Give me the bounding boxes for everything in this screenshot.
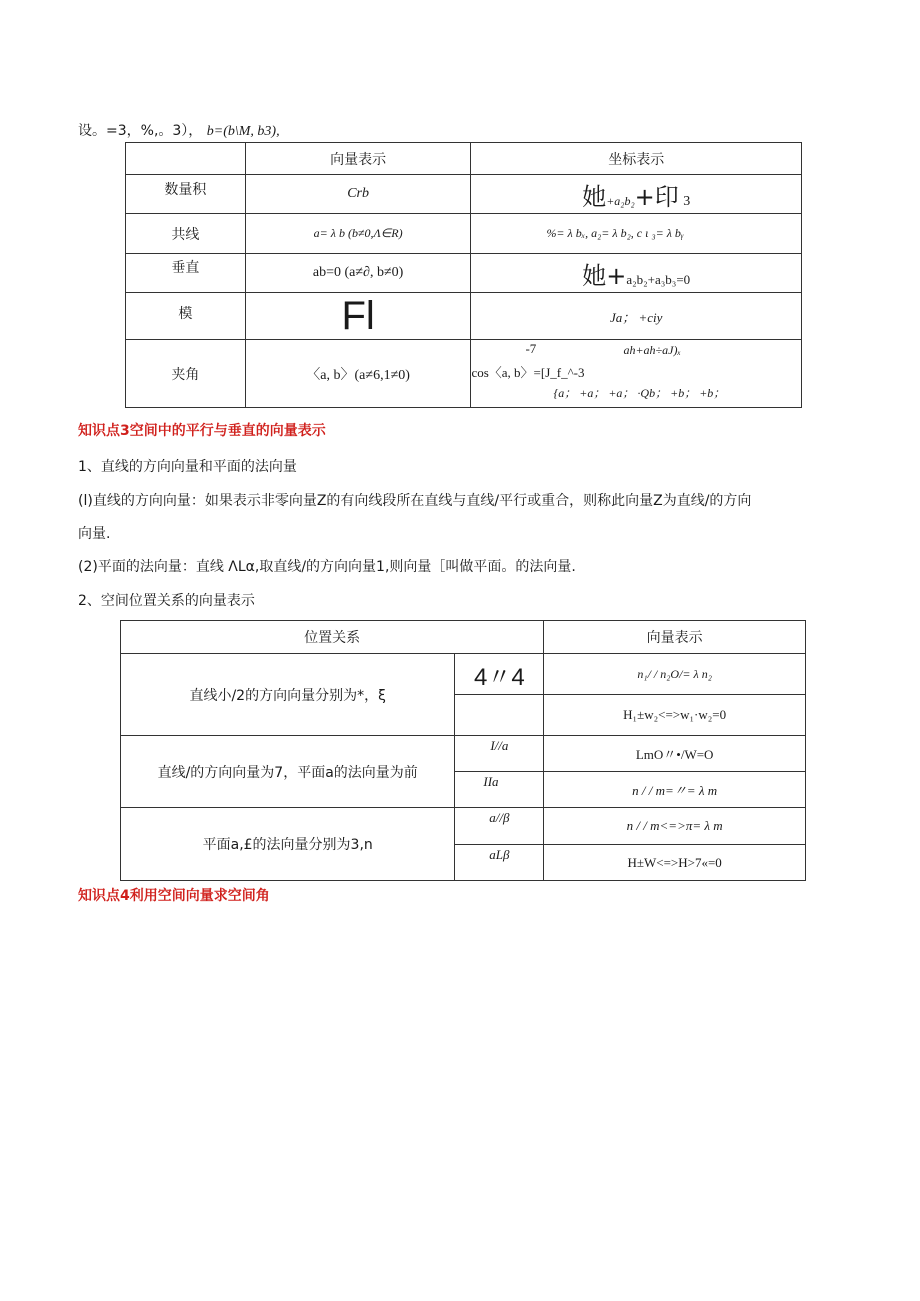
coord-big: 她	[582, 182, 607, 211]
row-vector: 〈a, b〉(a≠6,1≠0)	[245, 340, 471, 408]
table-row	[126, 214, 802, 254]
spatial-relations-table	[120, 620, 806, 881]
coord-small: a₂b₂+a₃b₃=0	[626, 271, 691, 287]
table-row	[121, 654, 806, 695]
coord-big: 她+	[582, 261, 627, 290]
paragraph: 向量.	[78, 526, 111, 542]
row-vector: a= λ b (b≠0,Λ∈R)	[245, 214, 471, 254]
paragraph: 2、空间位置关系的向量表示	[78, 593, 255, 609]
table-row	[121, 736, 806, 772]
vector-cell: n / / m<=>π= λ m	[544, 808, 806, 845]
section-heading: 知识点3空间中的平行与垂直的向量表示	[78, 423, 326, 439]
row-label: 共线	[126, 214, 246, 254]
vector-cell: n / / m=〃= λ m	[544, 772, 806, 808]
vector-cell: H±W<=>H>7«=0	[544, 845, 806, 881]
intro-line	[78, 120, 280, 140]
coord-big2: +印	[634, 182, 679, 211]
group-desc: 直线小/2的方向向量分别为*，ξ	[121, 654, 455, 736]
angle-coord-top-right: ah+ah÷aJ)ₓ	[623, 342, 681, 357]
vector-cell: H₁±w₂<=>w₁·w₂=0	[544, 695, 806, 736]
table2-header-vector: 向量表示	[544, 621, 806, 654]
angle-coord-bottom: {a； +a； +a； ·Qb； +b； +b；	[553, 385, 726, 400]
table1-header-empty	[126, 143, 246, 175]
relation-cell: I//a	[455, 736, 544, 772]
table1-header-coord: 坐标表示	[471, 143, 802, 175]
relation-cell: 4〃4	[455, 654, 544, 695]
row-label: 数量积	[126, 175, 246, 214]
table-row	[126, 175, 802, 214]
intro-prefix: 设。=3，%,。3），	[78, 123, 203, 139]
group-desc: 平面a,£的法向量分别为3,n	[121, 808, 455, 881]
coord-small: +a₂b₂	[606, 193, 635, 208]
row-vector: Crb	[245, 175, 471, 214]
table-row	[126, 340, 802, 408]
relation-cell: a//β	[455, 808, 544, 845]
row-vector: ab=0 (a≠∂, b≠0)	[245, 254, 471, 293]
paragraph: (2)平面的法向量：直线 ΛLα,取直线/的方向向量1,则向量［叫做平面。的法向量.	[78, 559, 576, 575]
relation-cell: aLβ	[455, 845, 544, 881]
row-coord-angle	[471, 340, 802, 408]
paragraph: (l)直线的方向向量：如果表示非零向量Z的有向线段所在直线与直线/平行或重合，则称此向量Z为直线/的方向	[78, 493, 752, 509]
row-coord	[471, 175, 802, 214]
row-coord: Ja； +ciy	[471, 293, 802, 340]
table1-header-vector: 向量表示	[245, 143, 471, 175]
relation-cell: IIa	[455, 772, 544, 808]
row-label: 垂直	[126, 254, 246, 293]
row-coord	[471, 254, 802, 293]
row-label: 夹角	[126, 340, 246, 408]
vector-cell: LmO〃•/W=O	[544, 736, 806, 772]
angle-coord-mid: cos〈a, b〉=[J_f_^-3	[471, 364, 585, 380]
row-label: 模	[126, 293, 246, 340]
coord-tail: 3	[683, 193, 691, 209]
table-row	[126, 293, 802, 340]
row-vector-big: Fl	[245, 293, 471, 340]
group-desc: 直线/的方向向量为7，平面a的法向量为前	[121, 736, 455, 808]
section-heading: 知识点4利用空间向量求空间角	[78, 888, 270, 904]
relation-cell	[455, 695, 544, 736]
table-row	[126, 254, 802, 293]
vector-cell: n₁/ / n₂O/= λ n₂	[544, 654, 806, 695]
vector-operations-table	[125, 142, 802, 408]
row-coord: %= λ bₓ, a₂= λ b₂, c ι ₃= λ bᵧ	[471, 214, 802, 254]
angle-coord-top-left: -7	[525, 340, 537, 356]
paragraph: 1、直线的方向向量和平面的法向量	[78, 459, 297, 475]
intro-suffix: b=(b\M, b3),	[206, 124, 280, 139]
table-row	[121, 808, 806, 845]
table2-header-relation: 位置关系	[121, 621, 544, 654]
